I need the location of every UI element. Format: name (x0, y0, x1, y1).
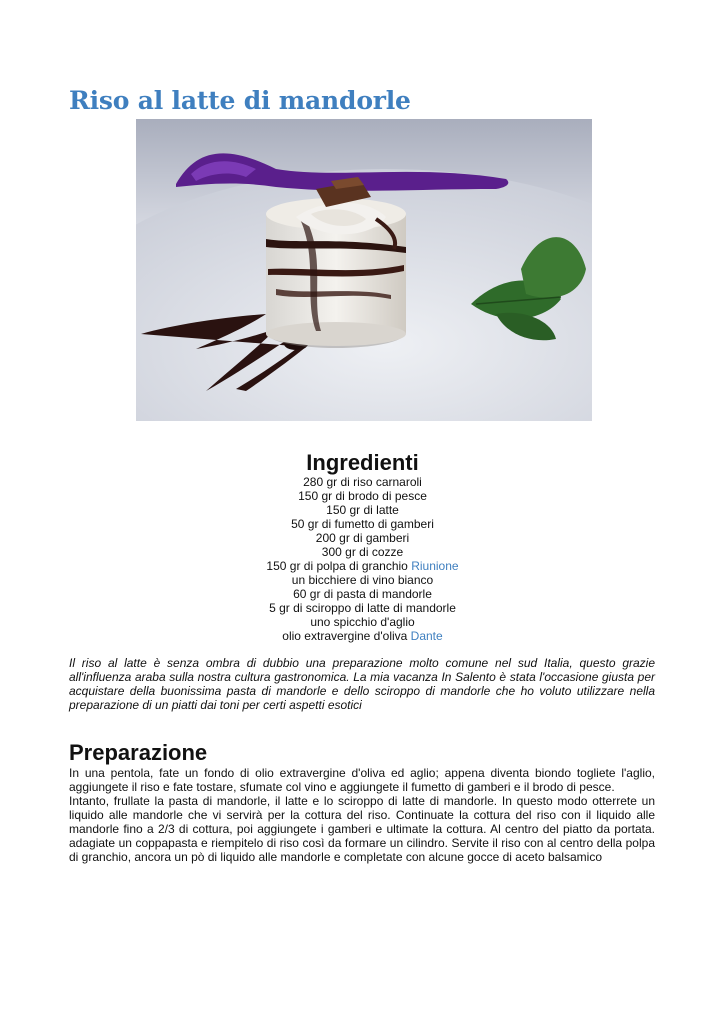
ingredient-item: 280 gr di riso carnaroli (303, 475, 422, 489)
ingredients-heading: Ingredienti (306, 450, 419, 475)
ingredient-item: 60 gr di pasta di mandorle (293, 587, 432, 601)
preparation-text (69, 766, 655, 864)
ingredient-item: 200 gr di gamberi (315, 531, 410, 545)
ingredient-item: 50 gr di fumetto di gamberi (291, 517, 434, 531)
ingredient-item: 150 gr di polpa di granchio Riunione (266, 559, 459, 573)
ingredient-item: 150 gr di latte (326, 503, 399, 517)
ingredients-list (0, 475, 725, 643)
preparation-paragraph: Intanto, frullate la pasta di mandorle, il latte e lo sciroppo di latte di mandorle. In questo modo otterrete un liquido alle mandorle che vi servirà per la cottura del riso. Continuate la cottura del riso con il liquido alle mandorle fino a 2/3 di cottura, poi aggiungete i gamberi e ultimate la cottura. Al centro del piatto da portata. adagiate un coppapasta e riempitelo di riso così da formare un cilindro. Servite il riso con al centro della polpa di granchio, ancora un pò di liquido alle mandorle e completate con alcune gocce di aceto balsamico (69, 794, 655, 864)
ingredient-item: 300 gr di cozze (321, 545, 404, 559)
recipe-title: Riso al latte di mandorle (69, 86, 411, 115)
ingredient-item: 150 gr di brodo di pesce (298, 489, 427, 503)
dish-photo (136, 119, 592, 421)
dish-photo-icon (136, 119, 592, 421)
ingredient-link-dante[interactable]: Dante (410, 629, 443, 643)
ingredient-item: un bicchiere di vino bianco (291, 573, 434, 587)
preparation-heading: Preparazione (69, 740, 208, 765)
ingredient-item: uno spicchio d'aglio (310, 615, 415, 629)
ingredient-item: 5 gr di sciroppo di latte di mandorle (269, 601, 456, 615)
intro-paragraph: Il riso al latte è senza ombra di dubbio una preparazione molto comune nel sud Italia, questo grazie all'influenza araba sulla nostra cultura gastronomica. La mia vacanza In Salento è stata l'occasione giusta per acquistare della buonissima pasta di mandorle e dello sciroppo di mandorle che ho voluto utilizzare nella preparazione di un piatti dai toni per certi aspetti esotici (69, 656, 655, 712)
ingredient-item: olio extravergine d'oliva Dante (282, 629, 443, 643)
ingredient-link-riunione[interactable]: Riunione (411, 559, 459, 573)
preparation-paragraph: In una pentola, fate un fondo di olio extravergine d'oliva ed aglio; appena diventa biondo togliete l'aglio, aggiungete il riso e fate tostare, sfumate col vino e aggiungete il fumetto di gamberi e il brodo di pesce. (69, 766, 655, 794)
